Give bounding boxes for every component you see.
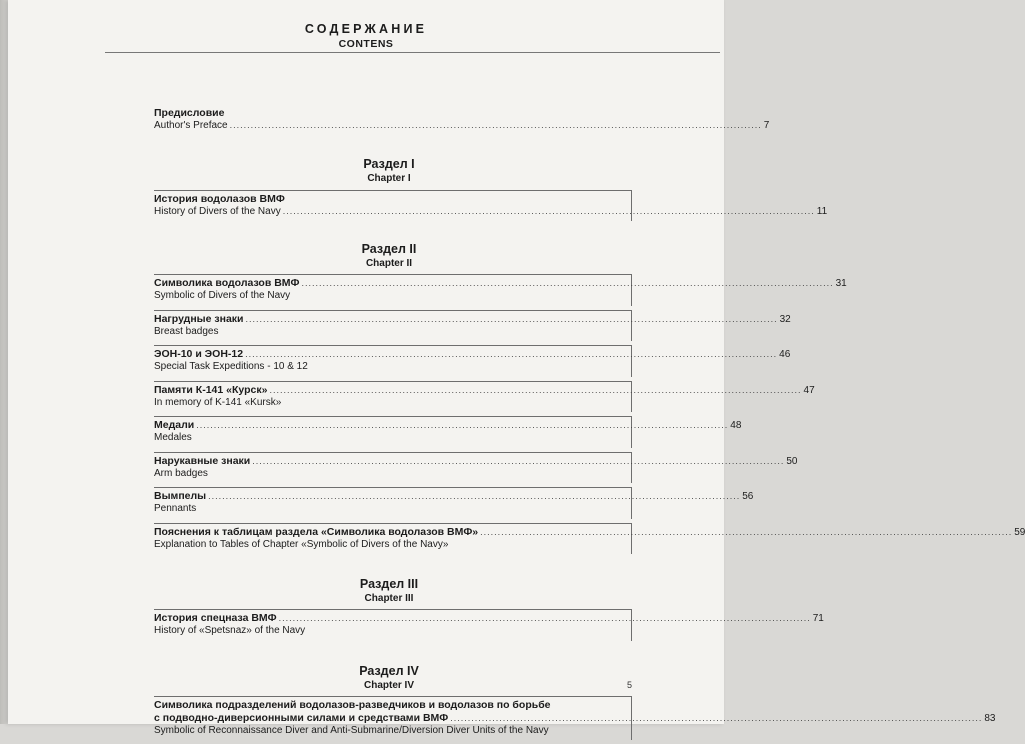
toc-entry[interactable] xyxy=(154,381,815,413)
entry-title: ЭОН-10 и ЭОН-12 xyxy=(154,348,244,360)
entry-subtitle: Medales xyxy=(154,432,192,443)
entry-subtitle: Pennants xyxy=(154,503,197,514)
entry-title: Нагрудные знаки xyxy=(154,312,244,325)
page-folio: 5 xyxy=(626,680,632,690)
leader-dots: ........................................................................................................................................................ xyxy=(229,120,762,130)
section-subtitle: Chapter IV xyxy=(363,679,414,691)
section-title: Раздел I xyxy=(363,156,415,171)
contents-title-en: CONTENS xyxy=(338,38,394,50)
leader-dots: ........................................................................................................................................................ xyxy=(269,384,802,395)
entry-subtitle: Author's Preface xyxy=(154,120,228,131)
entry-title: Символика водолазов ВМФ xyxy=(154,277,300,289)
entry-page-number: 83 xyxy=(984,712,996,724)
entry-subtitle: History of Divers of the Navy xyxy=(154,205,281,217)
entry-page-number: 56 xyxy=(742,491,754,502)
entry-page-number: 71 xyxy=(812,613,824,624)
leader-dots: ........................................................................................................................................................ xyxy=(301,278,834,288)
toc-entry[interactable] xyxy=(154,274,847,306)
toc-entry[interactable] xyxy=(154,696,996,741)
book-page xyxy=(8,0,1025,736)
contents-title-ru: СОДЕРЖАНИЕ xyxy=(304,22,428,36)
entry-title: Памяти К-141 «Курск» xyxy=(154,383,268,396)
leader-dots: ........................................................................................................................................................ xyxy=(480,526,1013,537)
section-header-1 xyxy=(146,156,632,185)
toc-entry[interactable] xyxy=(154,416,742,448)
leader-dots: ........................................................................................................................................................ xyxy=(450,712,983,723)
leader-dots: ........................................................................................................................................................ xyxy=(282,205,815,216)
entry-title: Медали xyxy=(154,419,195,431)
toc-entry[interactable] xyxy=(154,452,798,484)
leader-dots: ........................................................................................................................................................ xyxy=(245,349,778,359)
section-header-3 xyxy=(146,576,632,605)
entry-page-number: 31 xyxy=(835,278,847,289)
entry-subtitle: History of «Spetsnaz» of the Navy xyxy=(154,625,306,636)
entry-subtitle: Breast badges xyxy=(154,325,219,337)
entry-subtitle: Special Task Expeditions - 10 & 12 xyxy=(154,361,308,372)
entry-title: Пояснения к таблицам раздела «Символика водолазов ВМФ» xyxy=(154,525,479,538)
section-title: Раздел III xyxy=(359,577,419,591)
leader-dots: ........................................................................................................................................................ xyxy=(245,313,778,324)
entry-title: Предисловие xyxy=(154,107,225,119)
entry-page-number: 59 xyxy=(1014,526,1025,538)
entry-page-number: 46 xyxy=(779,349,791,360)
entry-subtitle: Explanation to Tables of Chapter «Symbolic of Divers of the Navy» xyxy=(154,538,449,550)
section-title: Раздел II xyxy=(361,242,417,256)
entry-title: История спецназа ВМФ xyxy=(154,612,277,624)
entry-page-number: 7 xyxy=(763,120,770,131)
entry-title: Нарукавные знаки xyxy=(154,454,251,467)
toc-entry[interactable] xyxy=(154,609,824,641)
entry-subtitle: In memory of K-141 «Kursk» xyxy=(154,396,282,408)
toc-entry[interactable] xyxy=(154,487,754,519)
entry-subtitle: Symbolic of Divers of the Navy xyxy=(154,290,291,301)
toc-entry[interactable] xyxy=(154,310,791,342)
leader-dots: ........................................................................................................................................................ xyxy=(208,491,741,501)
section-header-2 xyxy=(146,241,632,270)
toc-entry-preface[interactable] xyxy=(154,107,770,133)
entry-page-number: 32 xyxy=(779,313,791,325)
leader-dots: ........................................................................................................................................................ xyxy=(196,420,729,430)
toc-entry[interactable] xyxy=(154,523,1025,555)
leader-dots: ........................................................................................................................................................ xyxy=(278,613,811,623)
book-gutter xyxy=(0,0,8,724)
section-subtitle: Chapter I xyxy=(367,172,411,184)
leader-dots: ........................................................................................................................................................ xyxy=(252,455,785,466)
entry-subtitle: Arm badges xyxy=(154,467,208,479)
entry-title: История водолазов ВМФ xyxy=(154,192,285,205)
section-header-4 xyxy=(146,663,632,692)
toc-entry[interactable] xyxy=(154,345,791,377)
entry-title-continued: с подводно-диверсионными силами и средствами ВМФ xyxy=(154,711,449,724)
toc-entry[interactable] xyxy=(154,190,828,222)
entry-title: Вымпелы xyxy=(154,490,207,502)
entry-page-number: 47 xyxy=(803,384,815,396)
entry-title: Символика подразделений водолазов-разведчиков и водолазов по борьбе xyxy=(154,698,551,711)
entry-subtitle: Symbolic of Reconnaissance Diver and Anti-Submarine/Diversion Diver Units of the Navy xyxy=(154,724,549,736)
section-subtitle: Chapter III xyxy=(364,593,414,604)
section-title: Раздел IV xyxy=(359,663,419,678)
section-subtitle: Chapter II xyxy=(365,258,413,269)
table-of-contents xyxy=(154,107,1025,744)
entry-page-number: 11 xyxy=(816,205,828,217)
header-rule xyxy=(105,52,720,53)
entry-page-number: 50 xyxy=(786,455,798,467)
entry-page-number: 48 xyxy=(730,420,742,431)
